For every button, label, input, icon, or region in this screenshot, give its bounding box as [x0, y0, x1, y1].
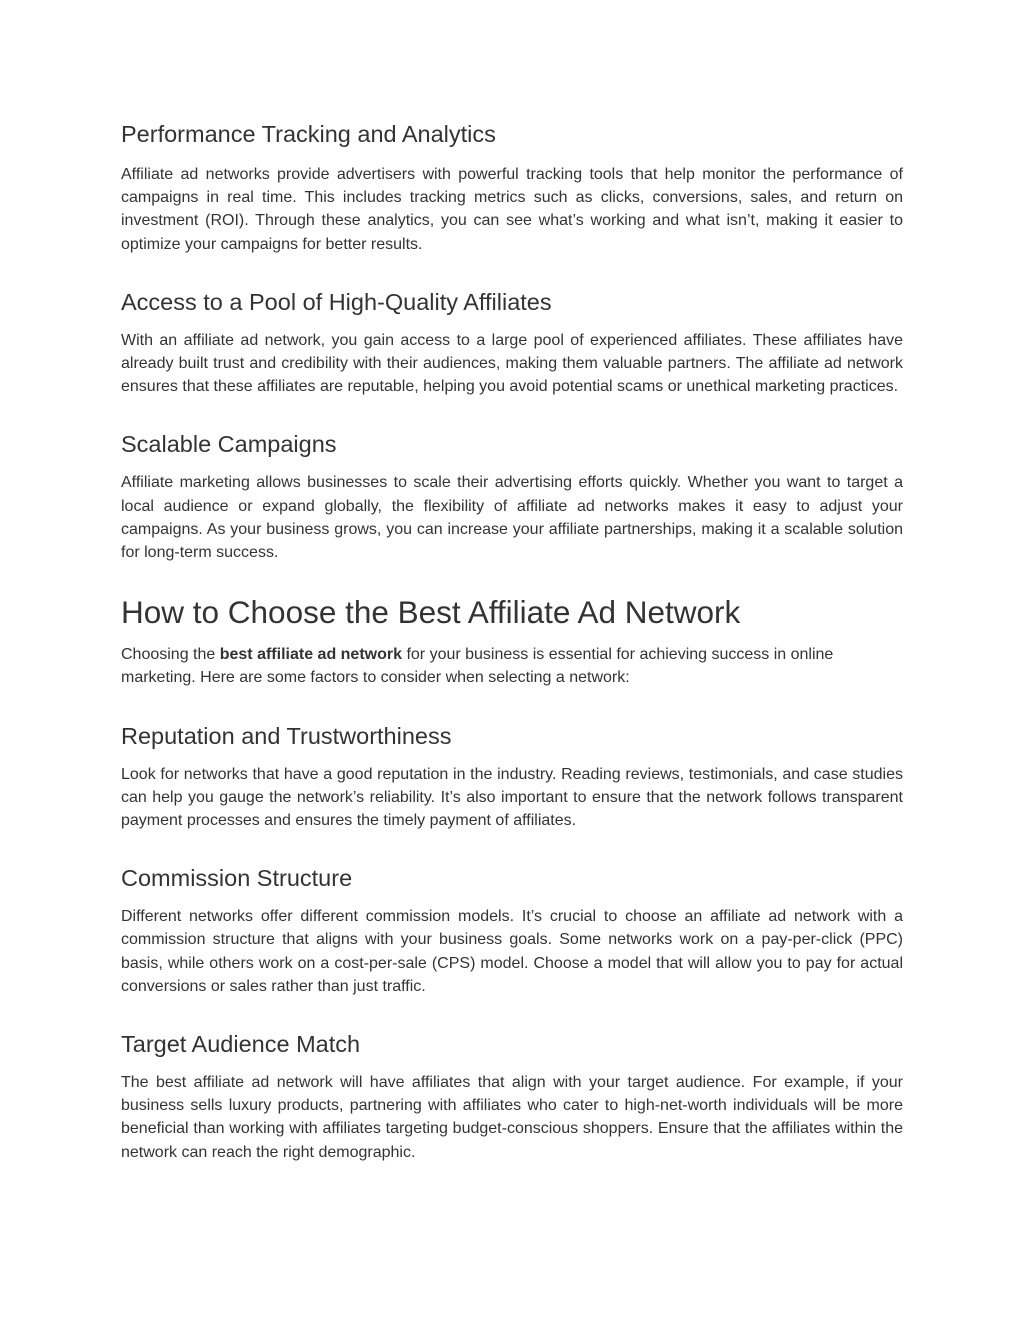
- paragraph-high-quality-affiliates: With an affiliate ad network, you gain access to a large pool of experienced affiliates. These affiliates have already built trust and credibility with their audiences, making them valuable partners. The affiliate ad network ensures that these affiliates are reputable, helping you avoid potential scams or unethical marketing practices.: [121, 331, 903, 396]
- heading-reputation: Reputation and Trustworthiness: [121, 722, 452, 749]
- paragraph-reputation: Look for networks that have a good reputation in the industry. Reading reviews, testimonials, and case studies can help you gauge the network’s reliability. It’s also important to ensure that the network follows transparent payment processes and ensures the timely payment of affiliates.: [121, 765, 903, 830]
- heading-commission-structure: Commission Structure: [121, 865, 353, 892]
- intro-text-end: for your business is essential for achieving success in online marketing. Here are some factors to consider when selecting a network:: [121, 646, 834, 687]
- paragraph-performance-tracking: Affiliate ad networks provide advertisers with powerful tracking tools that help monitor the performance of campaigns in real time. This includes tracking metrics such as clicks, conversions, sales, and return on investment (ROI). Through these analytics, you can see what’s working and what isn’t, making it easier to optimize your campaigns for better results.: [121, 166, 903, 253]
- intro-text-start: Choosing the: [121, 646, 220, 664]
- heading-scalable-campaigns: Scalable Campaigns: [121, 431, 337, 458]
- paragraph-commission-structure: Different networks offer different commission models. It’s crucial to choose an affiliate ad network with a commission structure that aligns with your business goals. Some networks work on a pay-per-click (PPC) basis, while others work on a cost-per-sale (CPS) model. Choose a model that will allow you to pay for actual conversions or sales rather than just traffic.: [121, 908, 903, 995]
- paragraph-target-audience: The best affiliate ad network will have affiliates that align with your target audience. For example, if your business sells luxury products, partnering with affiliates who cater to high-net-worth individuals will be more beneficial than working with affiliates targeting budget-conscious shoppers. Ensure that the affiliates within the network can reach the right demographic.: [121, 1074, 903, 1161]
- heading-how-to-choose: How to Choose the Best Affiliate Ad Network: [121, 594, 741, 631]
- document-page: [121, 118, 903, 1164]
- heading-high-quality-affiliates: Access to a Pool of High-Quality Affiliates: [121, 288, 552, 315]
- intro-text-bold: best affiliate ad network: [219, 646, 402, 664]
- heading-target-audience: Target Audience Match: [121, 1031, 361, 1058]
- paragraph-scalable-campaigns: Affiliate marketing allows businesses to scale their advertising efforts quickly. Whether you want to target a local audience or expand globally, the flexibility of affiliate ad networks makes it easy to adjust your campaigns. As your business grows, you can increase your affiliate partnerships, making it a scalable solution for long-term success.: [121, 474, 903, 562]
- paragraph-how-to-choose: [121, 643, 903, 689]
- heading-performance-tracking: Performance Tracking and Analytics: [121, 121, 496, 147]
